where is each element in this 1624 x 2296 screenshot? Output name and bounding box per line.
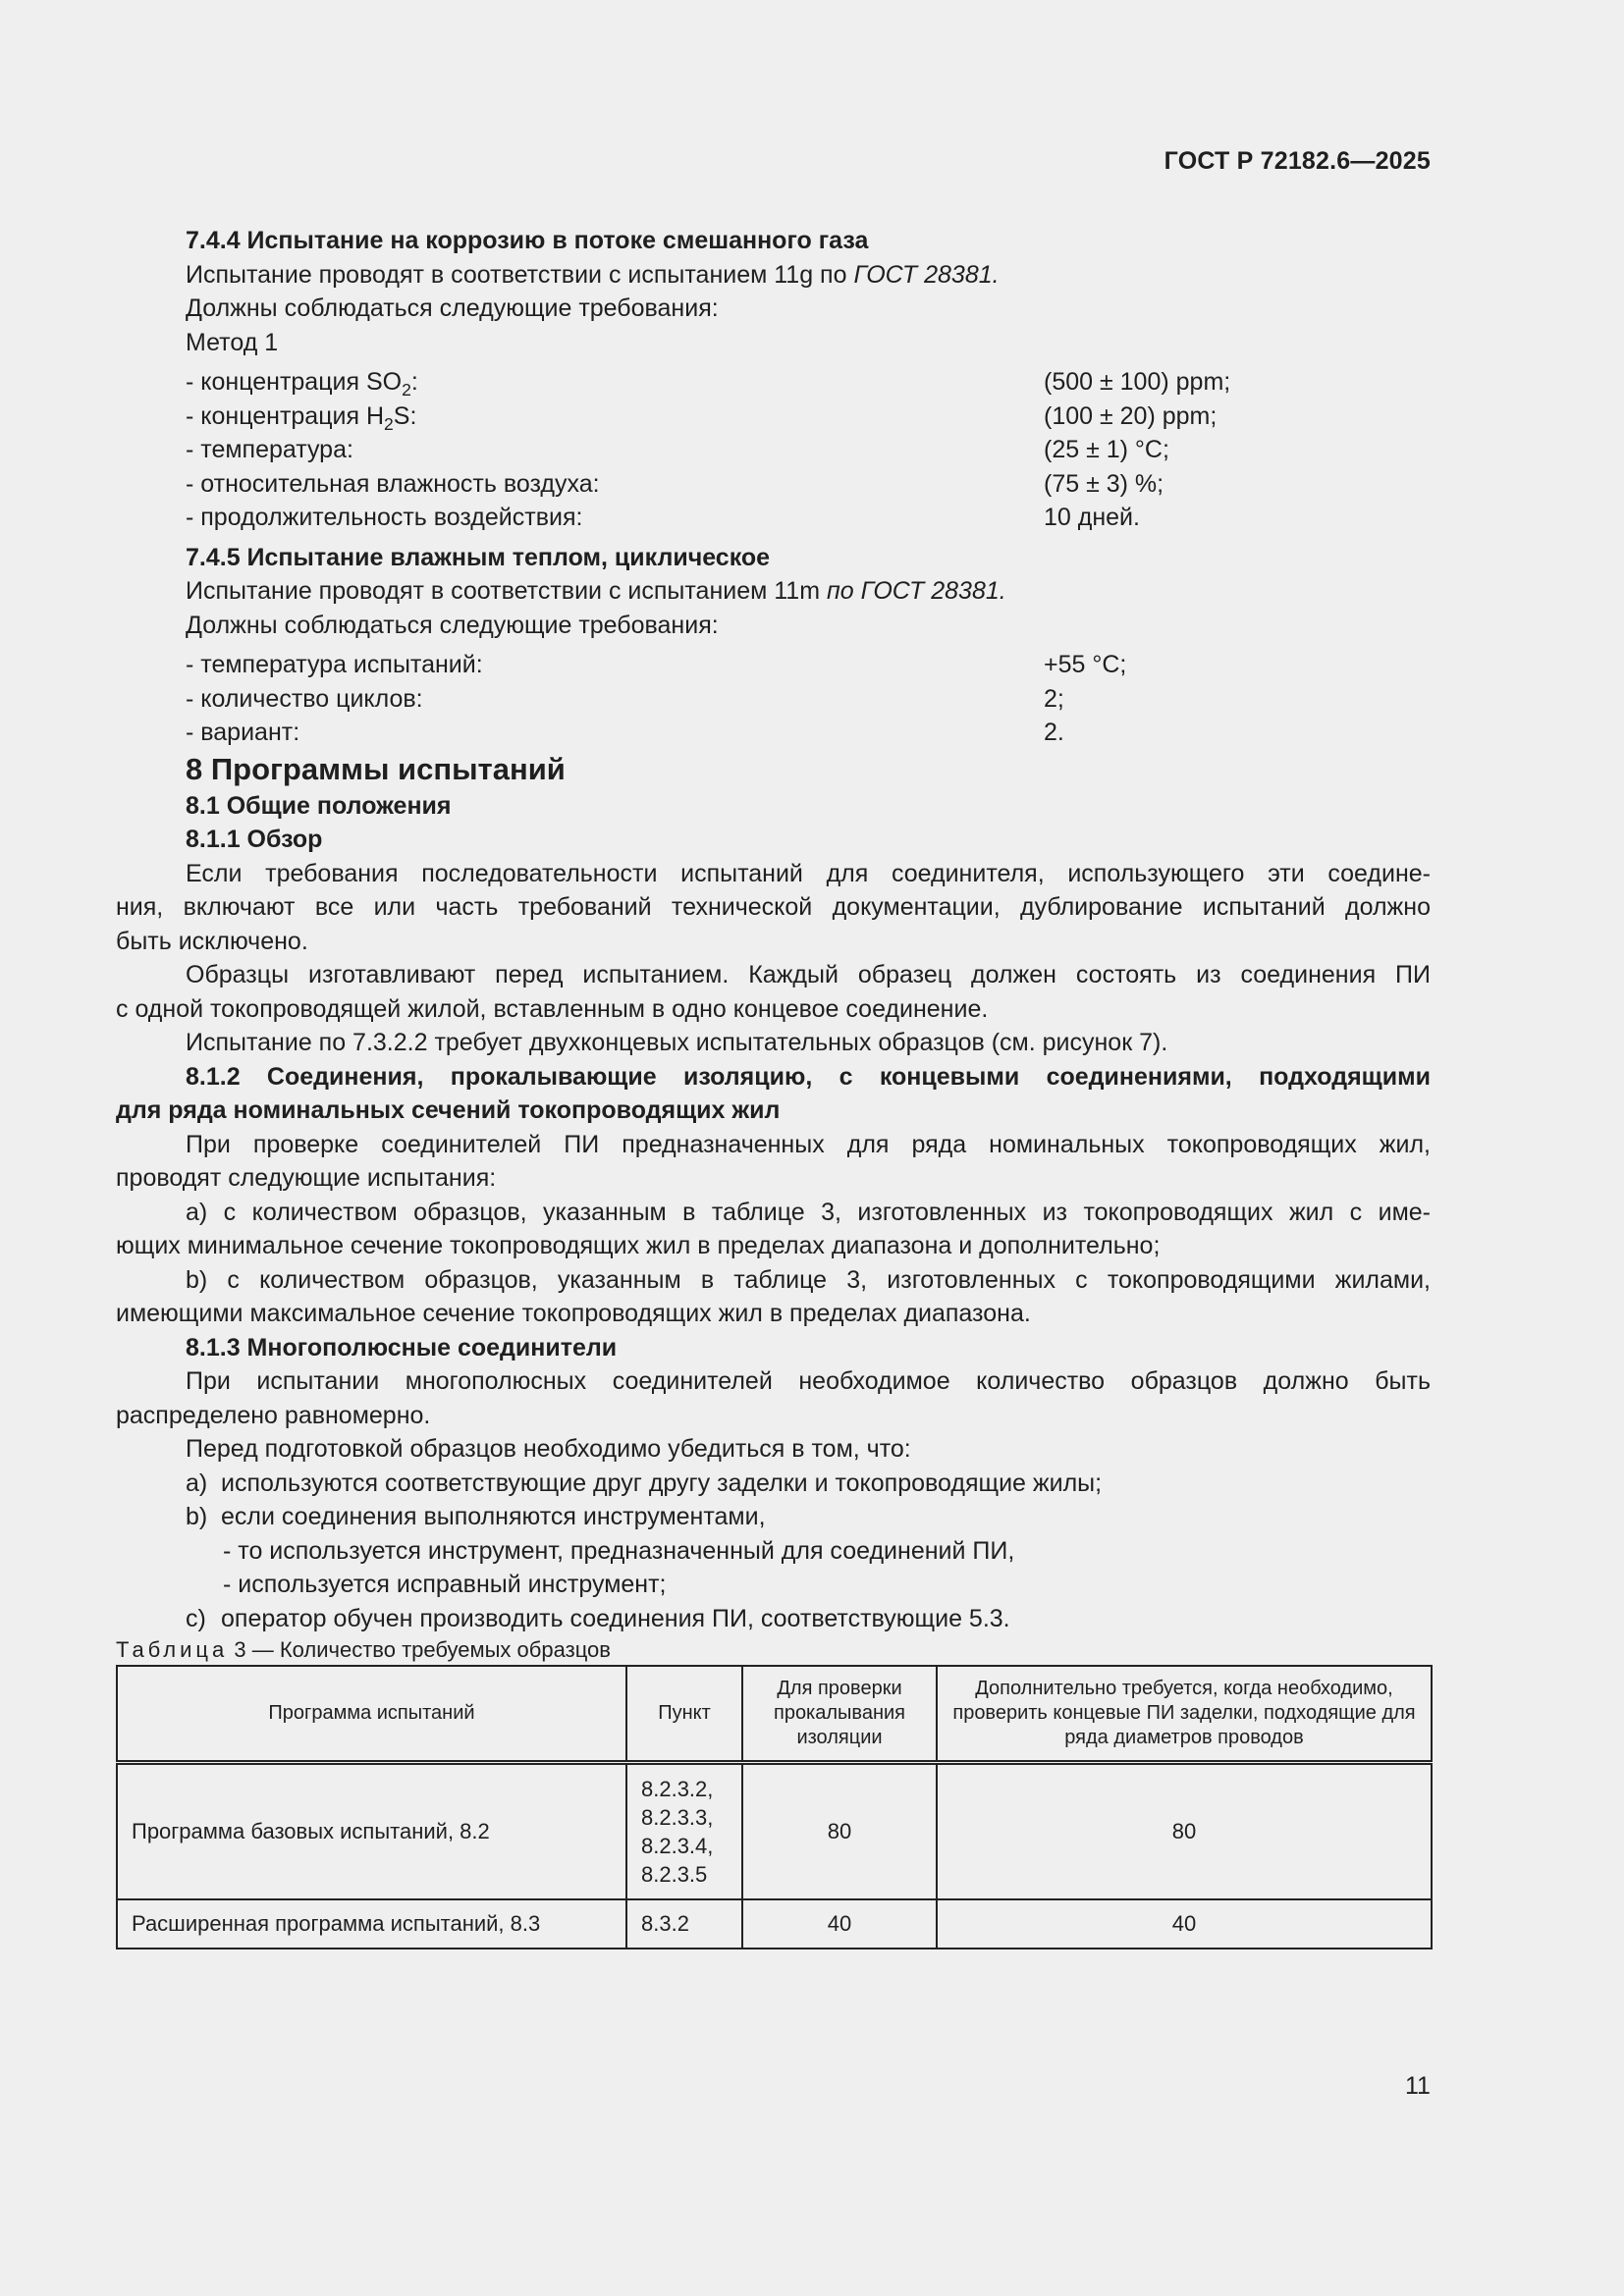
paragraph: Испытание по 7.3.2.2 требует двухконцевых испытательных образцов (см. рисунок 7). — [186, 1029, 1168, 1056]
paragraph: Испытание проводят в соответствии с испытанием 11g по ГОСТ 28381. — [186, 260, 1000, 289]
requirement-key: - концентрация $SO_2$: — [186, 368, 418, 400]
section-7-4-4-title: 7.4.4 Испытание на коррозию в потоке смешанного газа — [186, 227, 869, 254]
requirement-key: - вариант: — [186, 719, 300, 746]
table-cell: 40 — [937, 1899, 1432, 1949]
method-label: Метод 1 — [186, 328, 279, 356]
requirement-row — [116, 400, 1431, 434]
paragraph: Должны соблюдаться следующие требования: — [186, 611, 719, 639]
section-8-1-3-title: 8.1.3 Многополюсные соединители — [186, 1333, 618, 1362]
paragraph-line: Если требования последовательности испытаний для соединителя, использующего эти соедине- — [186, 859, 1431, 887]
list-item-b-cont: имеющими максимальное сечение токопроводящих жил в пределах диапазона. — [116, 1300, 1031, 1327]
document-id-header: ГОСТ Р 72182.6—2025 — [1164, 147, 1431, 175]
paragraph: Перед подготовкой образцов необходимо убедиться в том, что: — [186, 1435, 911, 1463]
requirement-row — [116, 648, 1431, 682]
requirement-row — [116, 682, 1431, 717]
table-header-cell: Для проверки прокалывания изоляции — [742, 1666, 937, 1762]
section-8-1-2-title: 8.1.2 Соединения, прокалывающие изоляцию, с концевыми соединениями, подходящими — [186, 1062, 1431, 1091]
table-cell: 8.3.2 — [626, 1899, 742, 1949]
table-header-cell: Дополнительно требуется, когда необходимо, проверить концевые ПИ заделки, подходящие для ряда диаметров проводов — [937, 1666, 1432, 1762]
table-row — [117, 1899, 1432, 1949]
paragraph-line: ния, включают все или часть требований технической документации, дублирование испытаний должно — [116, 893, 1431, 921]
requirement-key: - концентрация $H_2S$: — [186, 401, 417, 434]
table-cell: 8.2.3.2, 8.2.3.3, 8.2.3.4, 8.2.3.5 — [626, 1762, 742, 1899]
paragraph-line: распределено равномерно. — [116, 1401, 431, 1429]
paragraph: Должны соблюдаться следующие требования: — [186, 294, 719, 322]
check-item-b: b) если соединения выполняются инструментами, — [186, 1503, 766, 1530]
check-subitem: - то используется инструмент, предназначенный для соединений ПИ, — [223, 1536, 1015, 1565]
check-subitem: - используется исправный инструмент; — [223, 1571, 667, 1598]
paragraph-line: быть исключено. — [116, 927, 308, 955]
samples-table — [116, 1665, 1433, 1949]
table-caption: Таблица 3 — Количество требуемых образцов — [116, 1637, 611, 1662]
paragraph-line: проводят следующие испытания: — [116, 1164, 497, 1192]
table-header-cell: Программа испытаний — [117, 1666, 626, 1762]
list-item-a: а) с количеством образцов, указанным в таблице 3, изготовленных из токопроводящих жил с име- — [186, 1198, 1431, 1226]
list-item-b: b) с количеством образцов, указанным в таблице 3, изготовленных с токопроводящими жилами, — [186, 1265, 1431, 1294]
requirement-row — [116, 365, 1431, 400]
check-item-a: а) используются соответствующие друг другу заделки и токопроводящие жилы; — [186, 1468, 1103, 1497]
requirement-row — [116, 716, 1431, 750]
table-header-row — [117, 1666, 1432, 1762]
paragraph-line: с одной токопроводящей жилой, вставленным в одно концевое соединение. — [116, 994, 989, 1023]
table-cell: Расширенная программа испытаний, 8.3 — [117, 1899, 626, 1949]
section-8-title: 8 Программы испытаний — [186, 751, 566, 786]
table-row — [117, 1762, 1432, 1899]
page-content — [116, 224, 1431, 1949]
table-cell: Программа базовых испытаний, 8.2 — [117, 1762, 626, 1899]
section-7-4-5-title: 7.4.5 Испытание влажным теплом, циклическое — [186, 543, 771, 571]
requirement-value: 2. — [1044, 719, 1064, 746]
page-number: 11 — [1405, 2072, 1431, 2100]
requirement-value: (500 ± 100) ppm; — [1044, 368, 1231, 396]
check-item-c: с) оператор обучен производить соединения ПИ, соответствующие 5.3. — [186, 1604, 1010, 1632]
table-cell: 80 — [742, 1762, 937, 1899]
table-cell: 80 — [937, 1762, 1432, 1899]
requirement-row — [116, 501, 1431, 535]
requirement-value: 10 дней. — [1044, 504, 1140, 531]
requirement-key: - продолжительность воздействия: — [186, 504, 583, 531]
section-8-1-2-title-cont: для ряда номинальных сечений токопроводящих жил — [116, 1096, 781, 1124]
standard-reference: по ГОСТ 28381. — [826, 577, 1006, 605]
table-header-cell: Пункт — [626, 1666, 742, 1762]
paragraph-line: При проверке соединителей ПИ предназначенных для ряда номинальных токопроводящих жил, — [186, 1130, 1431, 1158]
standard-reference: ГОСТ 28381. — [853, 260, 1000, 289]
section-8-1-1-title: 8.1.1 Обзор — [186, 826, 323, 853]
requirement-key: - температура испытаний: — [186, 651, 483, 678]
requirement-key: - температура: — [186, 436, 353, 463]
requirement-value: +55 °C; — [1044, 651, 1127, 678]
paragraph-line: Образцы изготавливают перед испытанием. Каждый образец должен состоять из соединения ПИ — [186, 961, 1431, 988]
requirement-value: (75 ± 3) %; — [1044, 469, 1164, 498]
requirement-row — [116, 433, 1431, 467]
requirement-value: 2; — [1044, 684, 1064, 713]
requirement-key: - количество циклов: — [186, 684, 423, 713]
requirement-value: (100 ± 20) ppm; — [1044, 401, 1218, 430]
paragraph-line: При испытании многополюсных соединителей необходимое количество образцов должно быть — [186, 1367, 1431, 1395]
requirement-value: (25 ± 1) °C; — [1044, 436, 1169, 463]
section-8-1-title: 8.1 Общие положения — [186, 791, 452, 820]
paragraph: Испытание проводят в соответствии с испытанием 11m по ГОСТ 28381. — [186, 577, 1006, 605]
table-cell: 40 — [742, 1899, 937, 1949]
requirement-row — [116, 467, 1431, 502]
list-item-a-cont: ющих минимальное сечение токопроводящих жил в пределах диапазона и дополнительно; — [116, 1232, 1161, 1259]
requirement-key: - относительная влажность воздуха: — [186, 469, 600, 498]
